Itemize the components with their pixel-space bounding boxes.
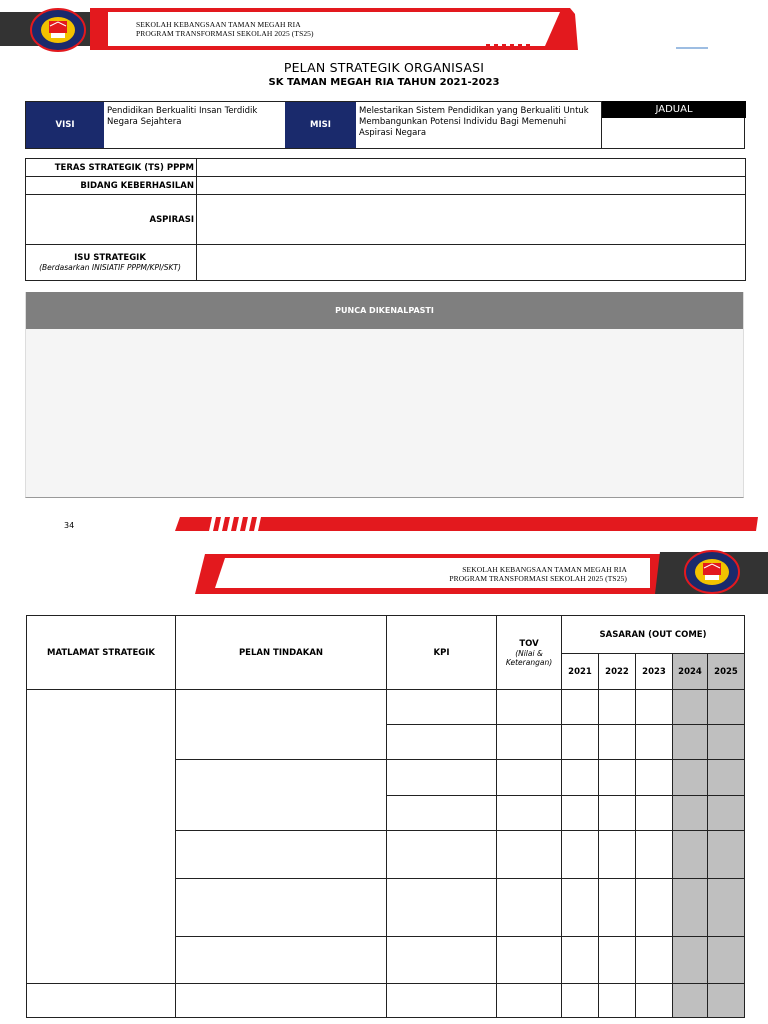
page-subtitle: SK TAMAN MEGAH RIA TAHUN 2021-2023 [268, 77, 500, 88]
banner2-program: PROGRAM TRANSFORMASI SEKOLAH 2025 (TS25) [449, 574, 627, 583]
tov-note: (Nilai & Keterangan) [505, 648, 553, 667]
pelan-header: PELAN TINDAKAN [176, 616, 387, 690]
tov-cell[interactable] [497, 937, 562, 984]
target-cell[interactable] [708, 690, 745, 725]
year-2024: 2024 [673, 654, 708, 690]
year-2021: 2021 [562, 654, 599, 690]
second-header-banner [0, 550, 768, 600]
target-cell[interactable] [599, 760, 636, 796]
target-cell[interactable] [636, 760, 673, 796]
target-cell[interactable] [673, 725, 708, 760]
target-cell[interactable] [562, 725, 599, 760]
tov-cell[interactable] [497, 725, 562, 760]
isu-note: (Berdasarkan INISIATIF PPPM/KPI/SKT) [39, 263, 181, 272]
target-cell[interactable] [599, 984, 636, 1018]
matlamat-header: MATLAMAT STRATEGIK [27, 616, 176, 690]
tov-cell[interactable] [497, 879, 562, 937]
tov-cell[interactable] [497, 831, 562, 879]
pelan-cell[interactable] [176, 760, 387, 831]
kpi-cell[interactable] [387, 984, 497, 1018]
visi-label: VISI [26, 102, 104, 148]
tov-cell[interactable] [497, 796, 562, 831]
target-cell[interactable] [599, 831, 636, 879]
isu-label-cell [26, 245, 197, 281]
banner-school-name: SEKOLAH KEBANGSAAN TAMAN MEGAH RIA [136, 20, 301, 29]
school-logo [30, 8, 86, 52]
target-cell[interactable] [599, 937, 636, 984]
isu-label: ISU STRATEGIK [74, 253, 146, 263]
target-cell[interactable] [708, 796, 745, 831]
tov-cell[interactable] [497, 690, 562, 725]
target-cell[interactable] [599, 796, 636, 831]
visi-text: Pendidikan Berkualiti Insan Terdidik Negara Sejahtera [107, 106, 258, 127]
target-cell[interactable] [673, 937, 708, 984]
target-cell[interactable] [636, 831, 673, 879]
kpi-cell[interactable] [387, 796, 497, 831]
target-cell[interactable] [562, 760, 599, 796]
kpi-cell[interactable] [387, 879, 497, 937]
tov-cell[interactable] [497, 984, 562, 1018]
target-cell[interactable] [673, 984, 708, 1018]
year-2023: 2023 [636, 654, 673, 690]
matlamat-cell[interactable] [27, 690, 176, 984]
bidang-label: BIDANG KEBERHASILAN [26, 177, 197, 195]
strategic-info-table [25, 158, 746, 281]
punca-content[interactable] [26, 329, 743, 497]
jadual-value[interactable] [602, 119, 744, 147]
jadual-heading: JADUAL [602, 101, 746, 118]
page-title: PELAN STRATEGIK ORGANISASI [283, 60, 485, 75]
kpi-cell[interactable] [387, 725, 497, 760]
teras-label: TERAS STRATEGIK (TS) PPPM [26, 159, 197, 177]
target-cell[interactable] [708, 831, 745, 879]
misi-text: Melestarikan Sistem Pendidikan yang Berkualiti Untuk Membangunkan Potensi Individu Bagi Memenuhi Aspirasi Negara [356, 102, 602, 148]
target-cell[interactable] [599, 690, 636, 725]
aspirasi-label: ASPIRASI [26, 195, 197, 245]
target-cell[interactable] [708, 984, 745, 1018]
target-cell[interactable] [673, 879, 708, 937]
kpi-cell[interactable] [387, 690, 497, 725]
school-logo-2 [684, 550, 740, 594]
banner-program: PROGRAM TRANSFORMASI SEKOLAH 2025 (TS25) [136, 29, 314, 38]
target-cell[interactable] [708, 937, 745, 984]
target-cell[interactable] [673, 831, 708, 879]
target-cell[interactable] [708, 725, 745, 760]
target-cell[interactable] [673, 690, 708, 725]
page-number: 34 [64, 521, 75, 530]
isu-value[interactable] [197, 245, 746, 281]
kpi-cell[interactable] [387, 760, 497, 796]
tov-header-cell [497, 616, 562, 690]
target-cell[interactable] [636, 879, 673, 937]
misi-label: MISI [285, 102, 356, 148]
banner2-school-name: SEKOLAH KEBANGSAAN TAMAN MEGAH RIA [462, 565, 627, 574]
pelan-cell[interactable] [176, 831, 387, 879]
action-plan-table [26, 615, 745, 1018]
teras-value[interactable] [197, 159, 746, 177]
matlamat-cell[interactable] [27, 984, 176, 1018]
pelan-cell[interactable] [176, 937, 387, 984]
target-cell[interactable] [673, 796, 708, 831]
header-banner [0, 6, 768, 54]
target-cell[interactable] [562, 879, 599, 937]
target-cell[interactable] [636, 690, 673, 725]
header-banner-graphic [0, 6, 768, 54]
kpi-cell[interactable] [387, 831, 497, 879]
punca-heading: PUNCA DIKENALPASTI [26, 292, 743, 329]
tov-cell[interactable] [497, 760, 562, 796]
target-cell[interactable] [708, 879, 745, 937]
target-cell[interactable] [636, 725, 673, 760]
target-cell[interactable] [599, 879, 636, 937]
target-cell[interactable] [562, 690, 599, 725]
pelan-cell[interactable] [176, 879, 387, 937]
target-cell[interactable] [636, 796, 673, 831]
year-2025: 2025 [708, 654, 745, 690]
target-cell[interactable] [562, 937, 599, 984]
pelan-cell[interactable] [176, 690, 387, 760]
footer-strip [0, 514, 768, 534]
punca-section [25, 292, 744, 498]
target-cell[interactable] [636, 984, 673, 1018]
bidang-value[interactable] [197, 177, 746, 195]
year-2022: 2022 [599, 654, 636, 690]
aspirasi-value[interactable] [197, 195, 746, 245]
target-cell[interactable] [673, 760, 708, 796]
visi-misi-row [25, 101, 745, 149]
pelan-cell[interactable] [176, 984, 387, 1018]
tov-header: TOV [519, 638, 539, 649]
kpi-cell[interactable] [387, 937, 497, 984]
kpi-header: KPI [387, 616, 497, 690]
target-cell[interactable] [562, 831, 599, 879]
target-cell[interactable] [599, 725, 636, 760]
sasaran-header: SASARAN (OUT COME) [562, 616, 745, 654]
target-cell[interactable] [636, 937, 673, 984]
target-cell[interactable] [708, 760, 745, 796]
target-cell[interactable] [562, 984, 599, 1018]
target-cell[interactable] [562, 796, 599, 831]
